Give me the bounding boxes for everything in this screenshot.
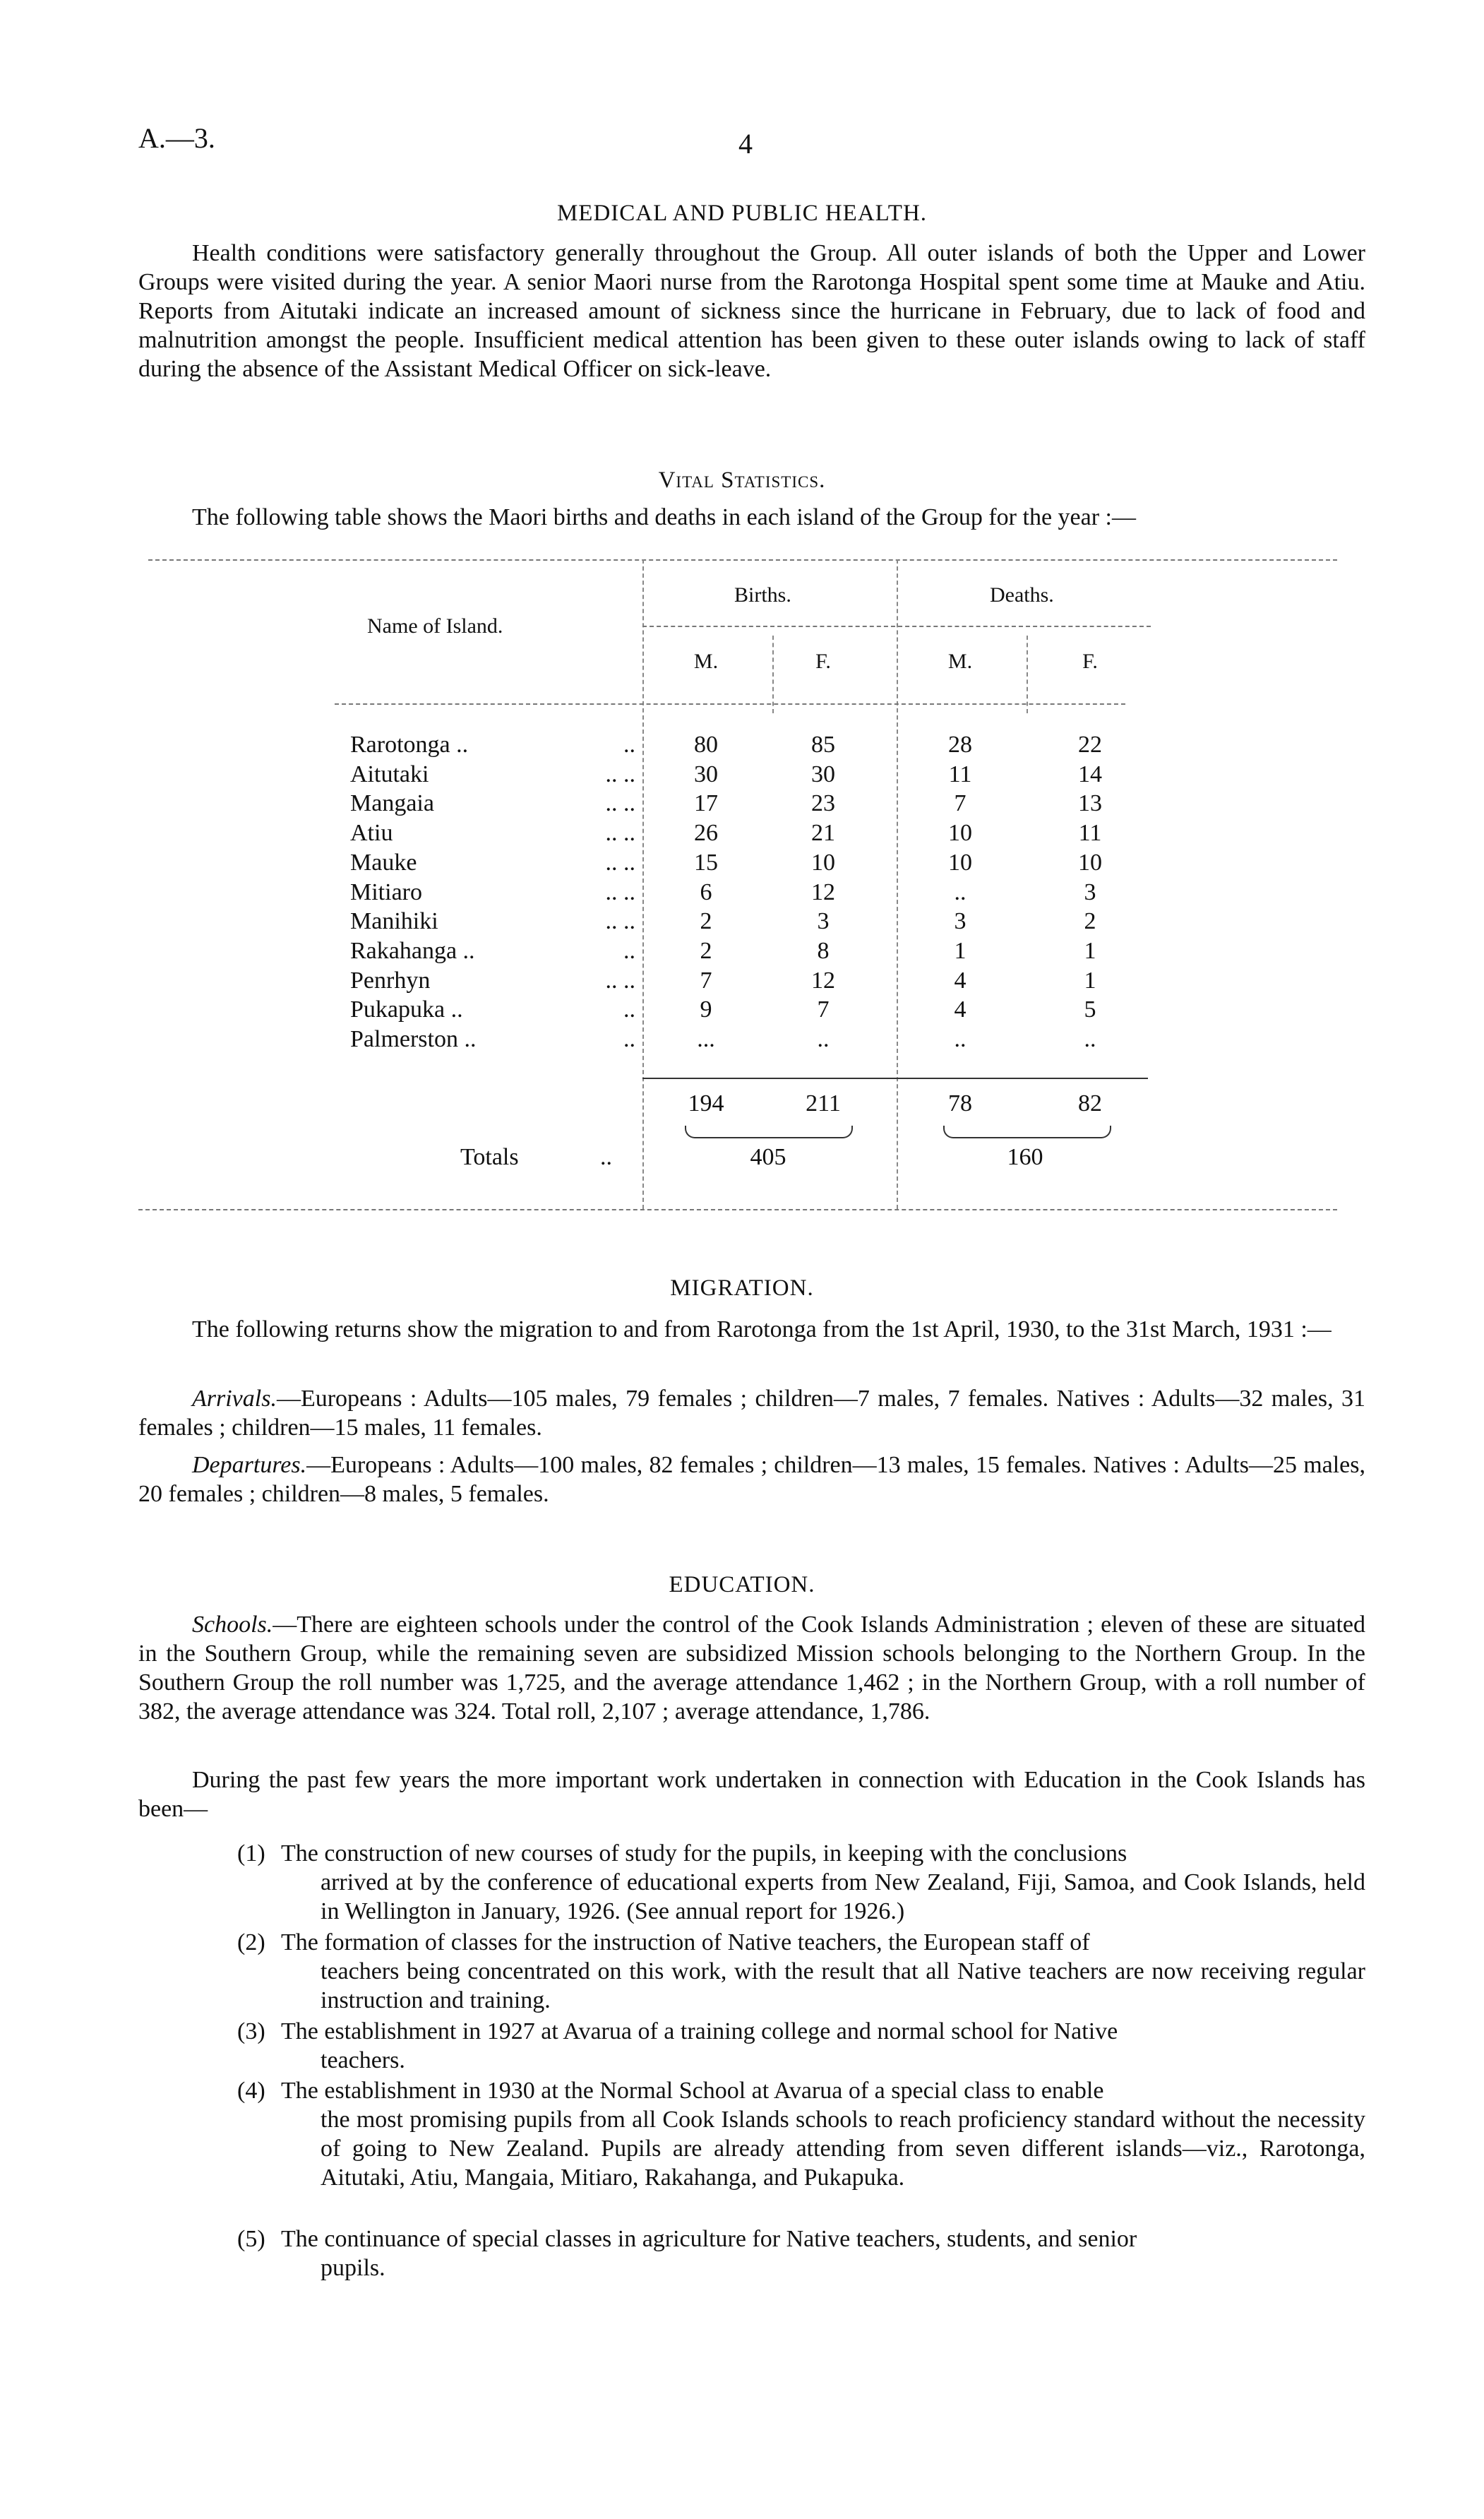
list-item-number: (1): [237, 1840, 265, 1866]
table-subheader-rule: [642, 626, 1151, 627]
list-item: [237, 2076, 1365, 2192]
list-item-first-line: The formation of classes for the instruction of Native teachers, the European staff of: [281, 1929, 1090, 1955]
deaths-female: 10: [1078, 850, 1102, 876]
list-item-text: [281, 1928, 1365, 2015]
deaths-male: 10: [948, 820, 972, 846]
migration-departures: [138, 1451, 1365, 1508]
departures-text: —Europeans : Adults—100 males, 82 females ; children—13 males, 15 females. Natives : Adults—25 males, 20 females ; children—8 males, 5 females.: [138, 1452, 1365, 1507]
births-male: 26: [694, 820, 718, 846]
births-female: 23: [811, 790, 835, 816]
island-dots: ..: [623, 732, 635, 758]
schools-label: Schools.: [192, 1612, 273, 1638]
list-item-text: [281, 1839, 1365, 1926]
deaths-female: 13: [1078, 790, 1102, 816]
deaths-female: 5: [1084, 996, 1096, 1023]
sum-births-m: 194: [688, 1090, 724, 1116]
island-name: Atiu: [350, 820, 393, 846]
schools-text: —There are eighteen schools under the control of the Cook Islands Administration ; eleven of these are situated in the Southern Group, while the remaining seven are subsidized Mission schools belonging to the Northern Group. In the Southern Group the roll number was 1,725, and the average attendance 1,462 ; in the Northern Group, with a roll number of 382, the average attendance was 324. Total roll, 2,107 ; average attendance, 1,786.: [138, 1612, 1365, 1725]
island-name: Manihiki: [350, 908, 438, 934]
arrivals-label: Arrivals.: [192, 1386, 277, 1412]
island-name: Rakahanga ..: [350, 938, 475, 964]
deaths-male: 3: [954, 908, 967, 934]
births-male: 7: [700, 967, 712, 994]
births-female: 21: [811, 820, 835, 846]
births-male: 9: [700, 996, 712, 1023]
table-divider-deaths-mf: [1027, 636, 1028, 713]
arrivals-text: —Europeans : Adults—105 males, 79 females ; children—7 males, 7 females. Natives : Adults—32 males, 31 females ; children—15 males, 11 females.: [138, 1386, 1365, 1441]
births-brace: [685, 1126, 853, 1138]
list-item-text: [281, 2076, 1365, 2192]
island-name: Rarotonga ..: [350, 732, 469, 758]
list-item-number: (2): [237, 1929, 265, 1955]
migration-intro: The following returns show the migration to and from Rarotonga from the 1st April, 1930, to the 31st March, 1931 :—: [192, 1316, 1332, 1342]
births-female: 85: [811, 732, 835, 758]
document-reference: A.—3.: [138, 122, 215, 154]
list-item: [237, 2017, 1365, 2075]
vital-statistics-intro: The following table shows the Maori births and deaths in each island of the Group for the year :—: [192, 504, 1136, 530]
migration-arrivals: [138, 1384, 1365, 1442]
list-item: [237, 1839, 1365, 1926]
table-top-rule: [148, 559, 1337, 561]
deaths-male: 7: [954, 790, 967, 816]
deaths-male: 10: [948, 850, 972, 876]
births-male: ...: [697, 1026, 715, 1052]
births-female: 7: [817, 996, 830, 1023]
col-island-header: Name of Island.: [367, 614, 503, 638]
births-female: 12: [811, 879, 835, 905]
list-item-number: (3): [237, 2018, 265, 2044]
births-male: 2: [700, 908, 712, 934]
table-divider-births-deaths: [897, 559, 898, 1209]
total-deaths: 160: [1007, 1144, 1043, 1170]
births-male: 6: [700, 879, 712, 905]
island-dots: .. ..: [605, 879, 635, 905]
births-female: 8: [817, 938, 830, 964]
deaths-male: 11: [948, 761, 972, 787]
education-schools: [138, 1610, 1365, 1726]
island-name: Mauke: [350, 850, 417, 876]
births-female: 12: [811, 967, 835, 994]
medical-heading: MEDICAL AND PUBLIC HEALTH.: [556, 201, 928, 226]
totals-dots: ..: [600, 1144, 612, 1170]
island-dots: ..: [623, 996, 635, 1023]
list-item-continuation: pupils.: [321, 2255, 385, 2281]
total-births: 405: [750, 1144, 786, 1170]
col-births-f-header: F.: [815, 650, 831, 673]
list-item-number: (5): [237, 2226, 265, 2252]
list-item-continuation: the most promising pupils from all Cook Islands schools to reach proficiency standard without the necessity of going to New Zealand. Pupils are already attending from seven different islands—viz., Rarotonga, Aitutaki, Atiu, Mangaia, Mitiaro, Rakahanga, and Pukapuka.: [321, 2107, 1365, 2191]
births-female: 30: [811, 761, 835, 787]
list-item-text: [281, 2017, 1365, 2075]
vital-statistics-heading: Vital Statistics.: [658, 468, 826, 493]
deaths-female: ..: [1084, 1026, 1096, 1052]
list-item-continuation: arrived at by the conference of educational experts from New Zealand, Fiji, Samoa, and Cook Islands, held in Wellington in January, 1926. (See annual report for 1926.): [321, 1869, 1365, 1924]
table-bottom-rule: [138, 1209, 1337, 1210]
island-dots: .. ..: [605, 850, 635, 876]
island-dots: ..: [623, 1026, 635, 1052]
births-male: 30: [694, 761, 718, 787]
deaths-male: 4: [954, 996, 967, 1023]
deaths-female: 22: [1078, 732, 1102, 758]
deaths-female: 1: [1084, 938, 1096, 964]
table-header-rule: [335, 703, 1125, 705]
education-work-intro: During the past few years the more important work undertaken in connection with Education in the Cook Islands has been—: [138, 1767, 1365, 1822]
totals-label: Totals: [460, 1144, 519, 1170]
island-name: Palmerston ..: [350, 1026, 477, 1052]
sum-births-f: 211: [806, 1090, 841, 1116]
births-male: 17: [694, 790, 718, 816]
births-male: 2: [700, 938, 712, 964]
deaths-male: 1: [954, 938, 967, 964]
departures-label: Departures.: [192, 1452, 307, 1478]
births-male: 15: [694, 850, 718, 876]
births-female: 10: [811, 850, 835, 876]
education-heading: EDUCATION.: [669, 1572, 815, 1597]
births-female: ..: [817, 1026, 830, 1052]
col-births-m-header: M.: [693, 650, 719, 673]
island-name: Mitiaro: [350, 879, 422, 905]
deaths-female: 11: [1078, 820, 1102, 846]
list-item: [237, 2225, 1365, 2282]
sum-deaths-m: 78: [948, 1090, 972, 1116]
list-item-text: [281, 2225, 1365, 2282]
page-number: 4: [738, 128, 753, 160]
deaths-female: 1: [1084, 967, 1096, 994]
island-dots: .. ..: [605, 761, 635, 787]
island-dots: .. ..: [605, 908, 635, 934]
island-dots: .. ..: [605, 820, 635, 846]
col-deaths-f-header: F.: [1082, 650, 1098, 673]
table-divider-births-mf: [772, 636, 774, 713]
deaths-female: 3: [1084, 879, 1096, 905]
island-name: Mangaia: [350, 790, 434, 816]
sum-deaths-f: 82: [1078, 1090, 1102, 1116]
list-item-continuation: teachers being concentrated on this work, with the result that all Native teachers are now receiving regular instruction and training.: [321, 1958, 1365, 2013]
deaths-female: 14: [1078, 761, 1102, 787]
list-item-continuation: teachers.: [321, 2047, 405, 2073]
island-name: Aitutaki: [350, 761, 429, 787]
births-female: 3: [817, 908, 830, 934]
deaths-male: 4: [954, 967, 967, 994]
deaths-male: ..: [954, 879, 967, 905]
col-deaths-m-header: M.: [947, 650, 973, 673]
deaths-brace: [943, 1126, 1111, 1138]
list-item-first-line: The construction of new courses of study for the pupils, in keeping with the conclusions: [281, 1840, 1127, 1866]
list-item-number: (4): [237, 2078, 265, 2104]
table-divider-island: [642, 559, 644, 1209]
births-male: 80: [694, 732, 718, 758]
migration-heading: MIGRATION.: [670, 1275, 814, 1301]
island-dots: ..: [623, 938, 635, 964]
island-name: Penrhyn: [350, 967, 431, 994]
list-item-first-line: The continuance of special classes in agriculture for Native teachers, students, and senior: [281, 2226, 1137, 2252]
list-item-first-line: The establishment in 1927 at Avarua of a training college and normal school for Native: [281, 2018, 1118, 2044]
list-item-first-line: The establishment in 1930 at the Normal School at Avarua of a special class to enable: [281, 2078, 1104, 2104]
deaths-male: ..: [954, 1026, 967, 1052]
col-births-header: Births.: [734, 583, 791, 607]
list-item: [237, 1928, 1365, 2015]
table-sum-rule: [642, 1078, 1148, 1079]
deaths-male: 28: [948, 732, 972, 758]
island-name: Pukapuka ..: [350, 996, 463, 1023]
island-dots: .. ..: [605, 790, 635, 816]
col-deaths-header: Deaths.: [990, 583, 1054, 607]
island-dots: .. ..: [605, 967, 635, 994]
medical-paragraph: Health conditions were satisfactory generally throughout the Group. All outer islands of both the Upper and Lower Groups were visited during the year. A senior Maori nurse from the Rarotonga Hospital spent some time at Mauke and Atiu. Reports from Aitutaki indicate an increased amount of sickness since the hurricane in February, due to lack of food and malnutrition amongst the people. Insufficient medical attention has been given to these outer islands owing to lack of staff during the absence of the Assistant Medical Officer on sick-leave.: [138, 240, 1365, 382]
deaths-female: 2: [1084, 908, 1096, 934]
